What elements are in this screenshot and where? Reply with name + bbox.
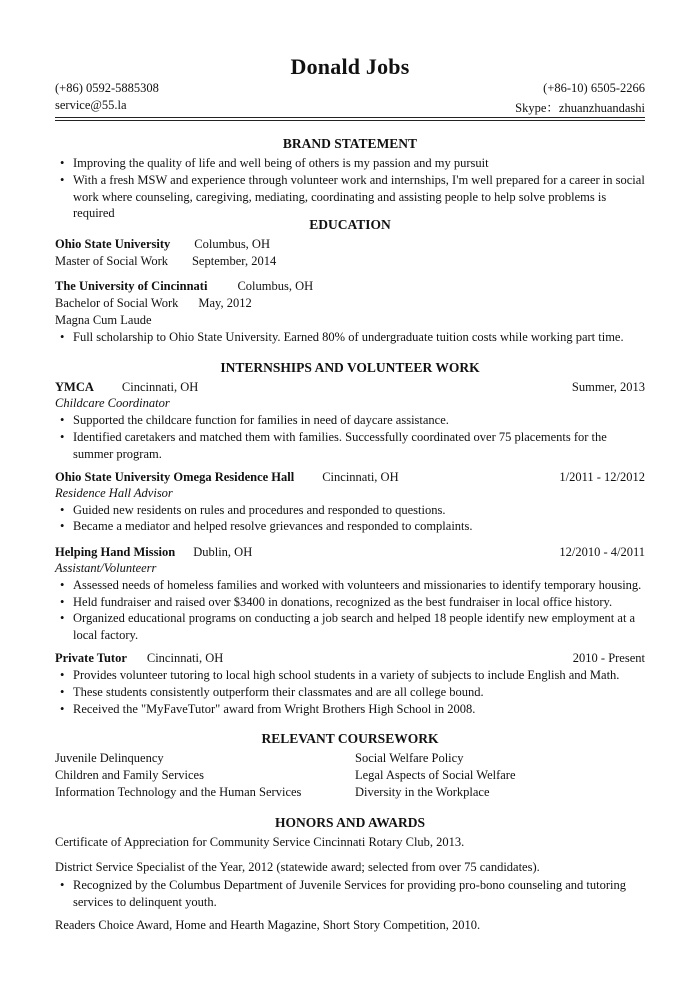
- brand-bullet: • With a fresh MSW and experience through volunteer work and internships, I'm well prepared for a career in social work where counseling, caregiving, mediating, coordinating and assisting people to help solve problems is required: [60, 173, 645, 220]
- education-degree-2: Bachelor of Social Work May, 2012: [55, 296, 252, 310]
- job-role: Assistant/Volunteerr: [55, 561, 157, 575]
- bullet-icon: •: [60, 519, 65, 533]
- bullet-icon: •: [60, 685, 65, 699]
- education-honor: Magna Cum Laude: [55, 313, 152, 327]
- honor-bullet: • Recognized by the Columbus Department of Juvenile Services for providing pro-bono counseling and tutoring services to delinquent youth.: [60, 878, 627, 909]
- honor-item: District Service Specialist of the Year, 2012 (statewide award; selected from over 75 candidates).: [55, 860, 540, 874]
- bullet-icon: •: [60, 702, 65, 716]
- contact-row-phones: [55, 81, 645, 96]
- bullet-icon: •: [60, 595, 65, 609]
- bullet-icon: •: [60, 611, 65, 625]
- section-title-brand: BRAND STATEMENT: [282, 136, 418, 151]
- job-bullet: • Became a mediator and helped resolve grievances and responded to complaints.: [60, 519, 473, 533]
- education-school-2: The University of Cincinnati Columbus, OH: [55, 279, 314, 293]
- job-header: Ohio State University Omega Residence Hall Cincinnati, OH 1/2011 - 12/2012: [55, 470, 645, 484]
- contact-row-online: [55, 98, 645, 113]
- bullet-icon: •: [60, 430, 65, 444]
- bullet-icon: •: [60, 878, 65, 892]
- job-role: Residence Hall Advisor: [55, 486, 173, 500]
- job-bullet: • Organized educational programs on conducting a job search and helped 18 people identify new employment at a local factory.: [60, 611, 636, 642]
- course-item: Children and Family Services: [55, 768, 204, 782]
- course-item: Juvenile Delinquency: [55, 751, 164, 765]
- course-item: Diversity in the Workplace: [355, 785, 490, 799]
- job-header: YMCA Cincinnati, OH Summer, 2013: [55, 380, 645, 394]
- section-title-coursework: RELEVANT COURSEWORK: [261, 731, 439, 746]
- bullet-icon: •: [60, 503, 65, 517]
- job-bullet: • Guided new residents on rules and procedures and responded to questions.: [60, 503, 446, 517]
- job-header: Helping Hand Mission Dublin, OH 12/2010 - 4/2011: [55, 545, 645, 559]
- section-title-education: EDUCATION: [309, 217, 391, 232]
- education-school-1: Ohio State University Columbus, OH: [55, 237, 270, 251]
- bullet-icon: •: [60, 413, 65, 427]
- job-bullet: • Supported the childcare function for families in need of daycare assistance.: [60, 413, 449, 427]
- course-item: Legal Aspects of Social Welfare: [355, 768, 516, 782]
- job-bullet: • Provides volunteer tutoring to local high school students in a variety of subjects to include English and Math.: [60, 668, 620, 682]
- honor-item: Certificate of Appreciation for Community Service Cincinnati Rotary Club, 2013.: [55, 835, 465, 849]
- bullet-icon: •: [60, 330, 65, 344]
- honor-item: Readers Choice Award, Home and Hearth Magazine, Short Story Competition, 2010.: [55, 918, 481, 932]
- phone-left: (+86) 0592-5885308: [55, 81, 159, 95]
- section-title-honors: HONORS AND AWARDS: [274, 815, 426, 830]
- section-title-internships: INTERNSHIPS AND VOLUNTEER WORK: [220, 360, 480, 375]
- phone-right: (+86-10) 6505-2266: [543, 81, 645, 95]
- candidate-name: Donald Jobs: [290, 54, 410, 79]
- course-item: Information Technology and the Human Services: [55, 785, 302, 799]
- education-bullet: • Full scholarship to Ohio State University. Earned 80% of undergraduate tuition costs while working part time.: [60, 330, 624, 344]
- header-divider-thick: [55, 120, 645, 121]
- bullet-icon: •: [60, 156, 65, 170]
- job-bullet: • Assessed needs of homeless families and worked with volunteers and missionaries to identify temporary housing.: [60, 578, 642, 592]
- email-address: service@55.la: [55, 98, 127, 112]
- brand-bullet: • Improving the quality of life and well being of others is my passion and my pursuit: [60, 156, 489, 170]
- job-bullet: • Identified caretakers and matched them with families. Successfully coordinated over 75 placements for the summer program.: [60, 430, 607, 461]
- job-bullet: • Held fundraiser and raised over $3400 in donations, recognized as the best fundraiser in local office history.: [60, 595, 613, 609]
- bullet-icon: •: [60, 578, 65, 592]
- job-bullet: • These students consistently outperform their classmates and are all college bound.: [60, 685, 484, 699]
- job-role: Childcare Coordinator: [55, 396, 170, 410]
- bullet-icon: •: [60, 668, 65, 682]
- bullet-icon: •: [60, 173, 65, 187]
- course-item: Social Welfare Policy: [355, 751, 464, 765]
- job-header: Private Tutor Cincinnati, OH 2010 - Present: [55, 651, 645, 665]
- skype-id: Skype：zhuanzhuandashi: [515, 101, 645, 115]
- education-degree-1: Master of Social Work September, 2014: [55, 254, 277, 268]
- job-bullet: • Received the "MyFaveTutor" award from Wright Brothers High School in 2008.: [60, 702, 476, 716]
- header-divider-thin: [55, 117, 645, 118]
